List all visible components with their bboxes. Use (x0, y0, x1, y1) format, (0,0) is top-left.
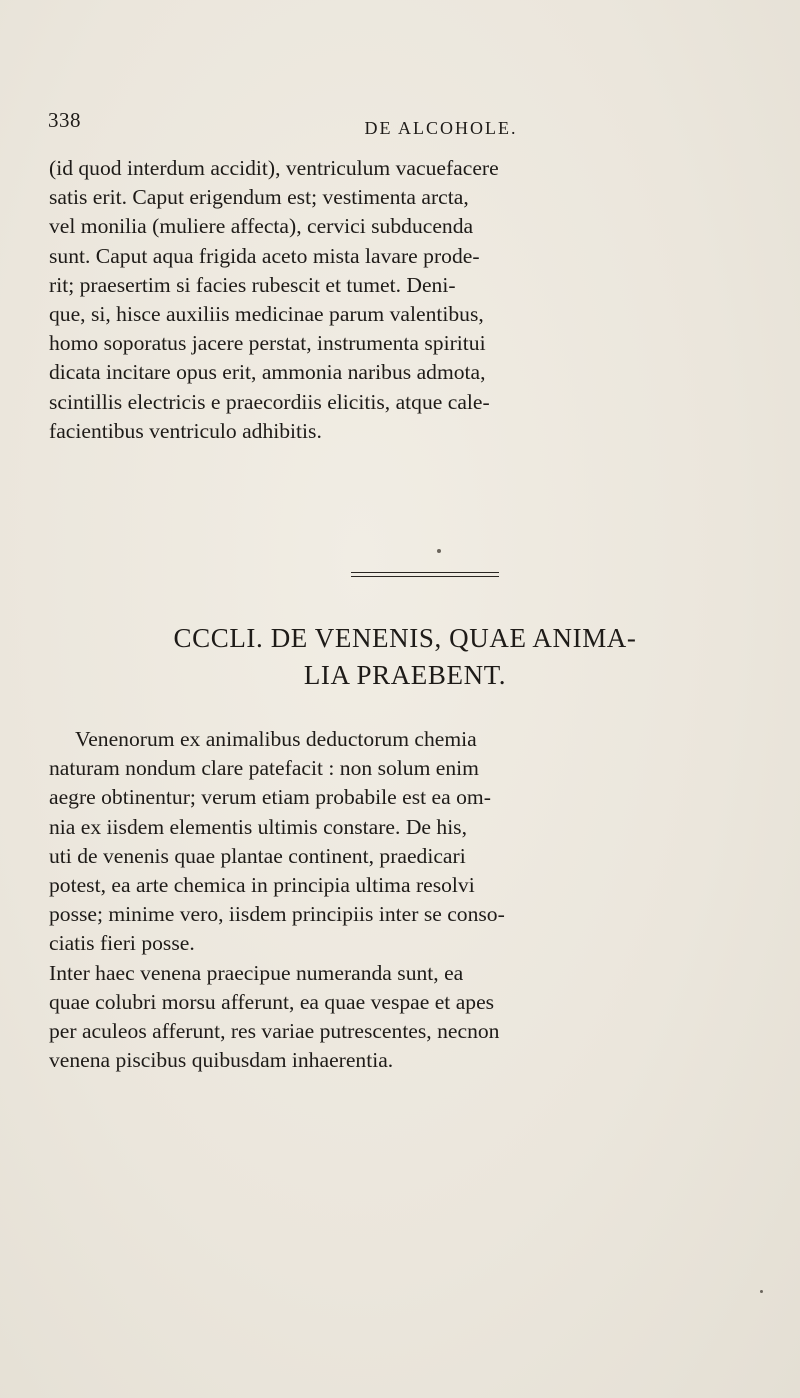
paragraph-2-and-3 (49, 725, 761, 1075)
running-head: DE ALCOHOLE. (364, 118, 518, 138)
page-number: 338 (48, 108, 81, 132)
text-line: Venenorum ex animalibus deductorum chemia (75, 727, 477, 751)
text-line: aegre obtinentur; verum etiam probabile est ea om- (49, 785, 491, 810)
text-line: vel monilia (muliere affecta), cervici subducenda (49, 214, 474, 239)
page-header (48, 108, 768, 148)
text-line: sunt. Caput aqua frigida aceto mista lavare prode- (49, 243, 480, 268)
text-line: nia ex iisdem elementis ultimis constare. De his, (49, 814, 467, 839)
print-speck (760, 1290, 763, 1293)
text-line: quae colubri morsu afferunt, ea quae vespae et apes (49, 989, 495, 1014)
section-heading (49, 620, 761, 694)
text-line: Inter haec venena praecipue numeranda sunt, ea (49, 960, 464, 985)
section-divider (351, 572, 499, 580)
text-line: rit; praesertim si facies rubescit et tumet. Deni- (49, 272, 456, 297)
text-line: (id quod interdum accidit), ventriculum vacuefacere (49, 156, 499, 180)
text-line: naturam nondum clare patefacit : non solum enim (49, 756, 479, 781)
text-line: posse; minime vero, iisdem principiis inter se conso- (49, 902, 505, 927)
text-line: satis erit. Caput erigendum est; vestimenta arcta, (49, 185, 469, 210)
divider-rule (351, 572, 499, 573)
section-heading-line: LIA PRAEBENT. (303, 660, 507, 690)
text-line: homo soporatus jacere perstat, instrumenta spiritui (49, 331, 486, 356)
text-line: per aculeos afferunt, res variae putrescentes, necnon (49, 1019, 500, 1044)
text-line: venena piscibus quibusdam inhaerentia. (49, 1048, 394, 1073)
print-speck (437, 549, 441, 553)
text-line: dicata incitare opus erit, ammonia naribus admota, (49, 360, 486, 385)
text-line: facientibus ventriculo adhibitis. (49, 418, 322, 443)
text-line: que, si, hisce auxiliis medicinae parum valentibus, (49, 302, 484, 327)
text-line: scintillis electricis e praecordiis elicitis, atque cale- (49, 389, 490, 414)
text-line: potest, ea arte chemica in principia ultima resolvi (49, 873, 475, 898)
text-line: ciatis fieri posse. (49, 931, 195, 956)
section-heading-line: CCCLI. DE VENENIS, QUAE ANIMA- (173, 623, 637, 653)
divider-rule (351, 576, 499, 577)
text-line: uti de venenis quae plantae continent, praedicari (49, 843, 466, 868)
paragraph-1 (49, 154, 761, 446)
